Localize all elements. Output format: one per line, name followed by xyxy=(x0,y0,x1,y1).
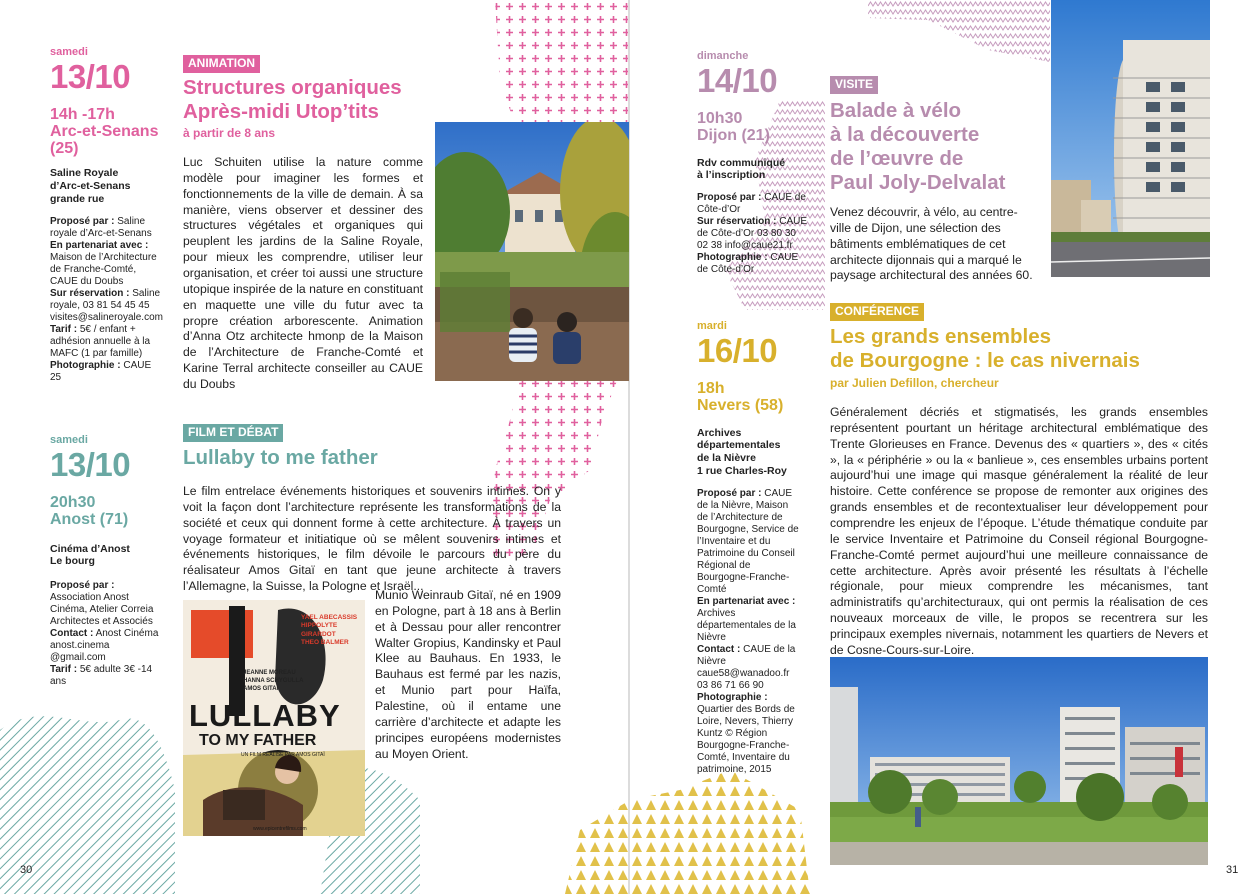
event-city: Arc-et-Senans xyxy=(50,122,159,140)
event4-sidebar xyxy=(697,320,817,776)
poster-title-2: TO MY FATHER xyxy=(199,732,317,749)
event-date: 14/10 xyxy=(697,62,778,99)
event-description: Généralement décriés et stigmatisés, les grands ensembles représentent pourtant un héritage architectural emblématique des Trente Glorieuses en France. Devenus des « quartiers », des « cités », la « périphérie » ou la « banlieue », ces ensembles urbains portent aujourd’hui une image qui masque généralement la réalité de leur histoire. Cette conférence se propose de remonter aux origines des grands ensembles et de recontextualiser leur développement pour comprendre les enjeux de l’époque. L’étude thématique conduite par le service Inventaire et Patrimoine du Conseil régional Bourgogne-Franche-Comté permet aujourd’hui une meilleure connaissance de cette architecture. Après avoir présenté les résultats à l’échelle régionale, pour mieux comprendre les mécanismes, tant administratifs qu’architecturaux, qui ont permis la réalisation de ces nouveaux morceaux de ville, le propos se recentrera sur les principaux exemples nivernais, notamment les quartiers de Nevers et de Cosne-Cours-sur-Loire. xyxy=(830,405,1208,657)
event-venue: Archives départementales de la Nièvre 1 rue Charles-Roy xyxy=(697,426,787,477)
event2-sidebar xyxy=(50,434,175,688)
mauve-zigzag-pattern xyxy=(868,0,1050,62)
event-day: dimanche xyxy=(697,50,749,62)
event-time: 18h xyxy=(697,380,725,397)
poster-cast: YAEL ABECASSIS HIPPOLYTE GIRARDOT THEO BALMER xyxy=(301,614,358,647)
poster-credit: UN FILM RÉALISÉ PAR AMOS GITAÏ xyxy=(241,752,325,758)
event-city: Dijon (21) xyxy=(697,126,770,144)
event-info: Proposé par : CAUE de Côte-d’Or Sur réservation : CAUE de Côte-d’Or 03 80 30 02 38 info@caue21.fr Photographie : CAUE de Côte-d’Or xyxy=(697,192,808,276)
building-photo xyxy=(1051,0,1210,277)
event-description-continued: Munio Weinraub Gitaï, né en 1909 en Pologne, part à 18 ans à Berlin et à Dessau pour aller rencontrer Walter Gropius, Kandinsky et Paul Klee au Bauhaus. En 1933, le Bauhaus est fermé par les nazis, et Munio part pour Haïfa, Palestine, où il entame une carrière d’architecte et adapte les principes européens modernistes au Moyen Orient. xyxy=(375,588,561,761)
event-info: Proposé par : Association Anost Cinéma, Atelier Correia Architectes et Associés Contact : Anost Cinéma anost.cinema @gmail.com Tarif : 5€ adulte 3€ -14 ans xyxy=(50,580,159,688)
event-day: samedi xyxy=(50,434,88,446)
page-number: 30 xyxy=(20,864,33,876)
event-tag: ANIMATION xyxy=(183,55,260,73)
gold-triangle-pattern xyxy=(560,770,810,894)
event-venue: Saline Royale d’Arc-et-Senans grande rue xyxy=(50,167,131,205)
page-number: 31 xyxy=(1226,864,1239,876)
event-title: Balade à vélo à la découverte de l’œuvre de Paul Joly-Delvalat xyxy=(830,99,1006,194)
event-city: Anost (71) xyxy=(50,510,129,528)
event-subtitle: à partir de 8 ans xyxy=(183,126,276,140)
event-dept: (25) xyxy=(50,139,79,157)
event-description: Luc Schuiten utilise la nature comme modèle pour imaginer les formes et fonctionnements de la ville de demain. À sa manière, viens observer et dessiner des structures végétales et organiques qui peuplent les jardins de la Saline Royale, pour mieux les comprendre, utiliser leur organisation, et créer toi aussi une structure utopique inspirée de la nature en constituant en maquette une ville du futur avec ta propre création arborescente. Animation d’Anna Otz architecte hmonp de la Maison de l’Architecture de Franche-Comté et Karine Terral architecte conseiller au CAUE du Doubs xyxy=(183,155,423,392)
poster-url: www.epicentrefilms.com xyxy=(253,826,307,832)
film-poster xyxy=(183,600,365,836)
event-venue: Cinéma d’Anost Le bourg xyxy=(50,542,130,568)
event-description: Venez découvrir, à vélo, au centre-ville de Dijon, une sélection des bâtiments emblématiques de cet architecte dijonnais qui a marqué le paysage architectural des années 60. xyxy=(830,205,1033,283)
event-title: Les grands ensembles de Bourgogne : le cas nivernais xyxy=(830,325,1140,372)
poster-title: LULLABY xyxy=(189,698,341,733)
event-date: 13/10 xyxy=(50,58,131,95)
event-day: samedi xyxy=(50,46,88,58)
event-tag: FILM ET DÉBAT xyxy=(183,424,283,442)
housing-estate-photo xyxy=(830,657,1208,865)
event-time: 14h -17h xyxy=(50,106,115,123)
event-date: 16/10 xyxy=(697,332,778,369)
event-date: 13/10 xyxy=(50,446,131,483)
event-tag: VISITE xyxy=(830,76,878,94)
event-title: Structures organiques Après-midi Utop’tits xyxy=(183,76,402,123)
event-info: Proposé par : Saline royale d’Arc-et-Senans En partenariat avec : Maison de l’Architecture de Franche-Comté, CAUE du Doubs Sur réservation : Saline royale, 03 81 54 45 45 visites@salineroyale.com Tarif : 5€ / enfant + adhésion annuelle à la MAFC (1 par famille) Photographie : CAUE 25 xyxy=(50,215,163,383)
event3-sidebar xyxy=(697,50,817,276)
event-time: 20h30 xyxy=(50,494,96,511)
poster-cast-2: JEANNE MOREAU HANNA SCHYGULLA AMOS GITAÏ xyxy=(243,670,304,692)
event1-sidebar xyxy=(50,46,170,384)
event-time: 10h30 xyxy=(697,110,743,127)
event-description: Le film entrelace événements historiques et souvenirs intimes. On y voit la façon dont l’architecture représente les transformations de la société et ceux qui donnent forme à cette architecture. À travers un voyage formateur et initiatique où se mêlent souvenirs intimes et événements historiques, le film dévoile le parcours du père du réalisateur Amos Gitaï en tant que jeune architecte à travers l’Allemagne, la Suisse, la Pologne et Israël... xyxy=(183,484,561,594)
event-city: Nevers (58) xyxy=(697,396,784,414)
garden-photo xyxy=(435,122,629,381)
event-day: mardi xyxy=(697,320,727,332)
event-tag: CONFÉRENCE xyxy=(830,303,924,321)
event-subtitle: par Julien Defillon, chercheur xyxy=(830,376,999,390)
event-title: Lullaby to me father xyxy=(183,446,378,469)
event-info: Proposé par : CAUE de la Nièvre, Maison de l’Architecture de Bourgogne, Service de l’Inventaire et du Patrimoine du Conseil Régional de Bourgogne-Franche-Comté En partenariat avec : Archives départementales de la Nièvre Contact : CAUE de la Nièvre caue58@wanadoo.fr 03 86 71 66 90 Photographie : Quartier des Bords de Loire, Nevers, Thierry Kuntz © Région Bourgogne-Franche-Comté, Inventaire du patrimoine, 2015 xyxy=(697,487,799,775)
event-venue: Rdv communiqué à l’inscription xyxy=(697,156,786,182)
